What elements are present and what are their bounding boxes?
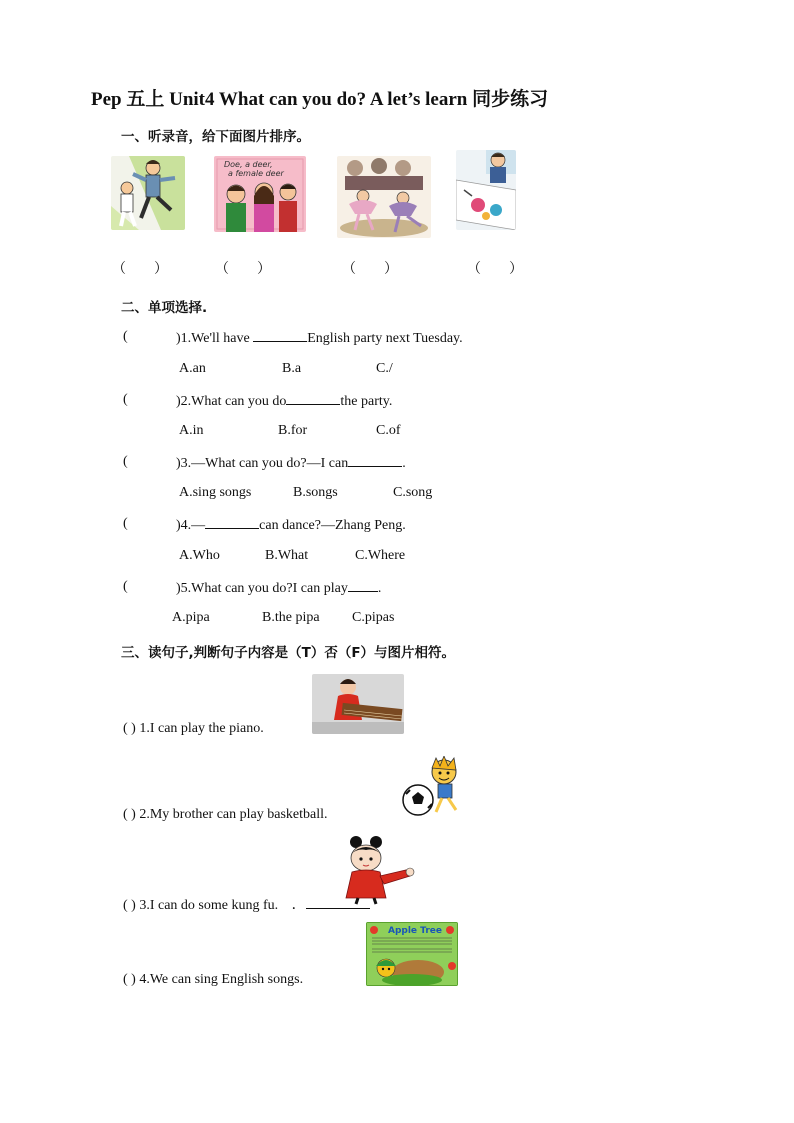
section-1-heading: 一、听录音，给下面图片排序。 xyxy=(121,129,310,145)
tf-item-3 xyxy=(123,894,370,914)
question-5-pre: )5.What can you do?I can play xyxy=(176,581,348,596)
question-4-option-b: B.What xyxy=(265,548,309,563)
poster-title: Apple Tree xyxy=(388,926,442,936)
question-3-open-paren: ( xyxy=(123,454,128,469)
question-2-pre: )2.What can you do xyxy=(176,394,287,409)
picture-text-line-1: Doe, a deer, xyxy=(224,160,273,169)
drawing-picture xyxy=(456,150,516,230)
tf-item-3-tail: ． xyxy=(291,898,306,913)
dancing-picture xyxy=(337,156,431,238)
tf-item-2 xyxy=(123,807,328,823)
question-1-option-b: B.a xyxy=(282,361,302,376)
section-2-heading: 二、单项选择. xyxy=(121,300,208,316)
tf-item-3-text: 3.I can do some kung fu. xyxy=(139,898,279,913)
question-4-blank[interactable] xyxy=(205,516,259,529)
question-4-pre: )4.— xyxy=(176,518,206,533)
answer-paren-4[interactable]: （ ） xyxy=(467,262,523,277)
tf-item-2-text: 2.My brother can play basketball. xyxy=(139,807,328,822)
tf-item-3-blank[interactable] xyxy=(306,896,370,909)
question-5-post: . xyxy=(377,581,382,596)
question-2-blank[interactable] xyxy=(286,392,340,405)
question-2-option-c: C.of xyxy=(376,423,401,438)
question-4-open-paren: ( xyxy=(123,516,128,531)
question-3 xyxy=(176,454,406,472)
question-3-option-b: B.songs xyxy=(293,485,338,500)
question-1-pre: )1.We'll have xyxy=(176,331,254,346)
question-5-option-a: A.pipa xyxy=(172,610,210,625)
question-1-option-c: C./ xyxy=(376,361,393,376)
tf-item-2-paren[interactable]: ( ) xyxy=(123,807,136,822)
tf-item-3-paren[interactable]: ( ) xyxy=(123,898,136,913)
question-5-blank[interactable] xyxy=(348,579,378,592)
question-1-open-paren: ( xyxy=(123,329,128,344)
question-4-option-c: C.Where xyxy=(355,548,406,563)
question-1-blank[interactable] xyxy=(253,329,307,342)
section-3-heading: 三、读句子,判断句子内容是（T）否（F）与图片相符。 xyxy=(121,645,456,661)
question-2-post: the party. xyxy=(340,394,393,409)
tf-item-1-paren[interactable]: ( ) xyxy=(123,721,136,736)
tf-item-4 xyxy=(123,972,303,988)
question-5-option-b: B.the pipa xyxy=(262,610,320,625)
question-4 xyxy=(176,516,406,534)
question-1 xyxy=(176,329,463,347)
answer-paren-1[interactable]: （ ） xyxy=(112,262,168,277)
apple-tree-poster xyxy=(366,922,458,986)
question-3-blank[interactable] xyxy=(348,454,402,467)
page-title: Pep 五上 Unit4 What can you do? A let’s learn 同步练习 xyxy=(91,89,549,110)
guzheng-photo xyxy=(312,674,404,734)
soccer-boy-picture xyxy=(400,756,468,820)
tf-item-1-text: 1.I can play the piano. xyxy=(139,721,264,736)
question-5-open-paren: ( xyxy=(123,579,128,594)
kungfu-picture xyxy=(111,156,185,230)
singing-picture xyxy=(214,156,306,232)
answer-paren-2[interactable]: （ ） xyxy=(215,262,271,277)
question-2-option-a: A.in xyxy=(179,423,204,438)
question-3-option-c: C.song xyxy=(393,485,433,500)
question-2-open-paren: ( xyxy=(123,392,128,407)
answer-paren-3[interactable]: （ ） xyxy=(342,262,398,277)
question-1-option-a: A.an xyxy=(179,361,206,376)
question-2-option-b: B.for xyxy=(278,423,308,438)
tf-item-4-paren[interactable]: ( ) xyxy=(123,972,136,987)
picture-text-line-2: a female deer xyxy=(228,169,284,178)
question-1-post: English party next Tuesday. xyxy=(307,331,463,346)
tf-item-4-text: 4.We can sing English songs. xyxy=(139,972,304,987)
question-3-option-a: A.sing songs xyxy=(179,485,252,500)
question-3-post: . xyxy=(402,456,406,471)
question-5 xyxy=(176,579,381,597)
question-4-option-a: A.Who xyxy=(179,548,220,563)
question-3-pre: )3.—What can you do?—I can xyxy=(176,456,349,471)
question-4-post: can dance?—Zhang Peng. xyxy=(259,518,406,533)
question-2 xyxy=(176,392,392,410)
question-5-option-c: C.pipas xyxy=(352,610,395,625)
tf-item-1 xyxy=(123,721,264,737)
